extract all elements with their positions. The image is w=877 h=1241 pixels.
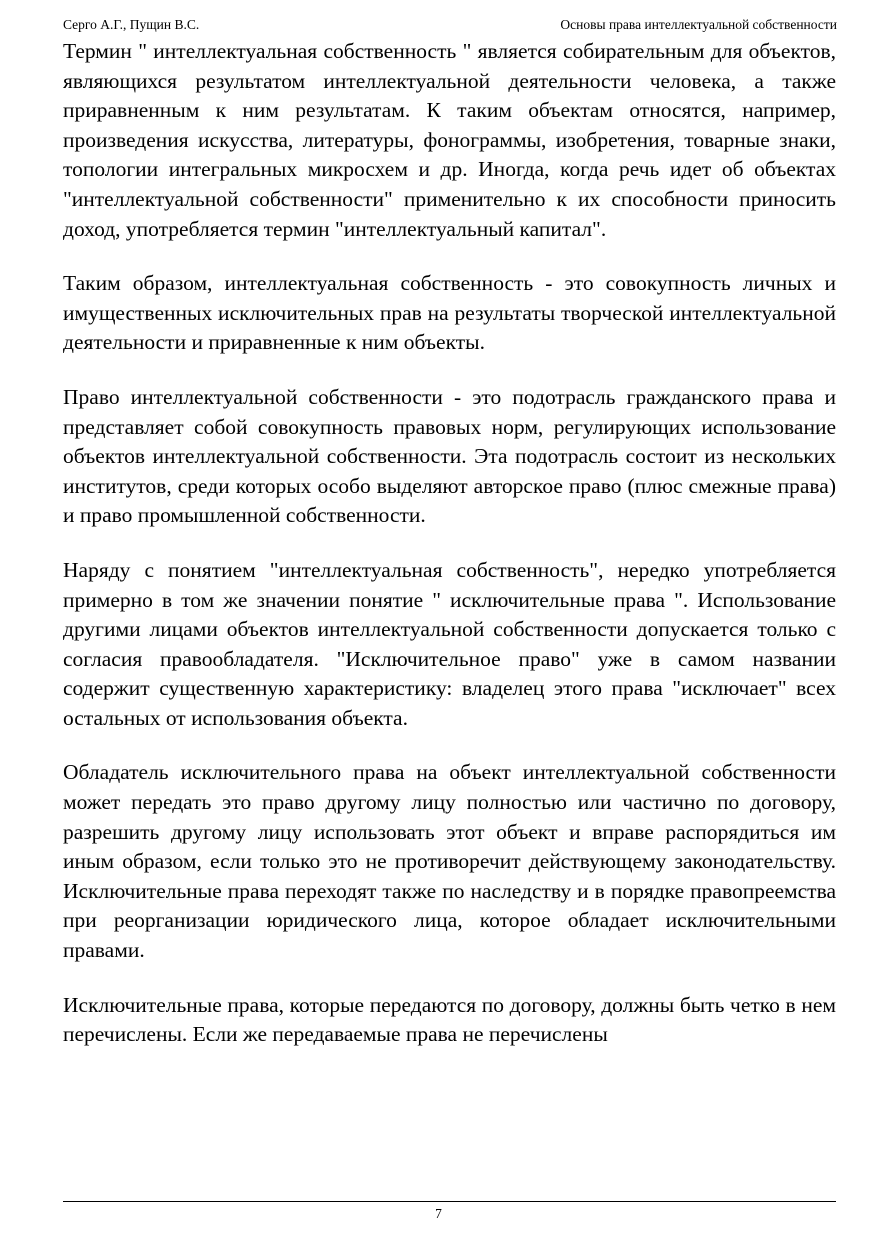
paragraph-contract-rights: Исключительные права, которые передаются по договору, должны быть четко в нем перечислены. Если же передаваемые права не перечислены bbox=[63, 992, 836, 1047]
page-number: 7 bbox=[435, 1206, 442, 1221]
paragraph-ip-term: Термин " интеллектуальная собственность " является собирательным для объектов, являющихся результатом интеллектуальной деятельности человека, а также приравненным к ним результатам. К таким объектам относятся, например, произведения искусства, литературы, фонограммы, изобретения, товарные знаки, топологии интегральных микросхем и др. Иногда, когда речь идет об объектах "интеллектуальной собственности" применительно к их способности приносить доход, употребляется термин "интеллектуальный капитал". bbox=[63, 39, 836, 241]
header-book-title: Основы права интеллектуальной собственности bbox=[560, 17, 837, 32]
page-body bbox=[63, 37, 836, 1075]
page-header bbox=[63, 14, 837, 36]
paragraph-ip-definition: Таким образом, интеллектуальная собственность - это совокупность личных и имущественных исключительных прав на результаты творческой интеллектуальной деятельности и приравненные к ним объекты. bbox=[63, 271, 836, 355]
paragraph-exclusive-rights: Наряду с понятием "интеллектуальная собственность", нередко употребляется примерно в том же значении понятие " исключительные права ". Использование другими лицами объектов интеллектуальной собственности допускается только с согласия правообладателя. "Исключительное право" уже в самом названии содержит существенную характеристику: владелец этого права "исключает" всех остальных от использования объекта. bbox=[63, 557, 836, 730]
paragraph-rights-holder: Обладатель исключительного права на объект интеллектуальной собственности может передать это право другому лицу полностью или частично по договору, разрешить другому лицу использовать этот объект и вправе распорядиться им иным образом, если только это не противоречит действующему законодательству. Исключительные права переходят также по наследству и в порядке правопреемства при реорганизации юридического лица, которое обладает исключительными правами. bbox=[63, 760, 836, 963]
paragraph-ip-law: Право интеллектуальной собственности - это подотрасль гражданского права и представляет собой совокупность правовых норм, регулирующих использование объектов интеллектуальной собственности. Эта подотрасль состоит из нескольких институтов, среди которых особо выделяют авторское право (плюс смежные права) и право промышленной собственности. bbox=[63, 384, 836, 528]
header-authors: Серго А.Г., Пущин В.С. bbox=[63, 17, 200, 32]
footer-divider bbox=[63, 1201, 836, 1202]
